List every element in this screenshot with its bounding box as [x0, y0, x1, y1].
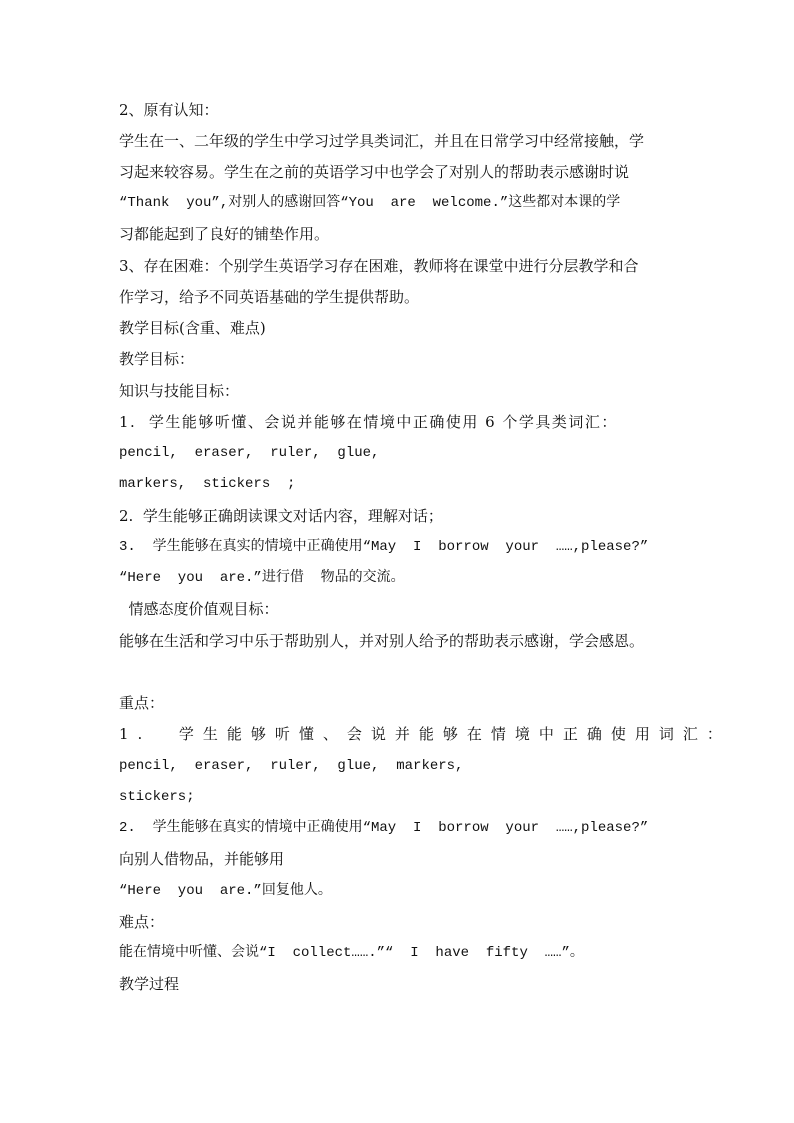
vocabulary-line: stickers; [119, 789, 195, 805]
list-item-3: 3. 学生能够在真实的情境中正确使用“May I borrow your ……,please?” [119, 539, 649, 555]
paragraph-line: 作学习，给予不同英语基础的学生提供帮助。 [119, 288, 420, 306]
paragraph-line: 学生在一、二年级的学生中学习过学具类词汇，并且在日常学习中经常接触，学 [119, 132, 645, 150]
vocabulary-line: pencil, eraser, ruler, glue, [119, 445, 380, 461]
list-item-1: 1. 学生能够听懂、会说并能够在情境中正确使用 6 个学具类词汇： [119, 413, 618, 431]
heading-objectives: 教学目标： [119, 350, 195, 368]
vocabulary-line: pencil, eraser, ruler, glue, markers, [119, 758, 464, 774]
heading-difficult-points: 难点： [119, 913, 165, 931]
heading-teaching-objectives: 教学目标(含重、难点) [119, 319, 266, 337]
list-item-2: 2. 学生能够在真实的情境中正确使用“May I borrow your ……,please?” [119, 820, 649, 836]
section-heading-prior-knowledge: 2、原有认知： [119, 101, 219, 119]
paragraph-line: 习起来较容易。学生在之前的英语学习中也学会了对别人的帮助表示感谢时说 [119, 163, 630, 181]
heading-teaching-process: 教学过程 [119, 975, 180, 993]
heading-key-points: 重点： [119, 694, 165, 712]
paragraph-line: 能够在生活和学习中乐于帮助别人，并对别人给予的帮助表示感谢，学会感恩。 [119, 632, 645, 650]
paragraph-line: 习都能起到了良好的铺垫作用。 [119, 225, 330, 243]
heading-emotional-objectives: 情感态度价值观目标： [119, 600, 279, 618]
paragraph-line: 向别人借物品，并能够用 [119, 850, 285, 868]
list-item-1: 1. 学生能够听懂、会说并能够在情境中正确使用词汇： [119, 725, 731, 743]
section-heading-difficulties: 3、存在困难：个别学生英语学习存在困难，教师将在课堂中进行分层教学和合 [119, 257, 639, 275]
paragraph-line: “Thank you”,对别人的感谢回答“You are welcome.”这些都对本课的学 [119, 195, 621, 211]
paragraph-line: 能在情境中听懂、会说“I collect…….”“ I have fifty ……”。 [119, 945, 584, 961]
paragraph-line: “Here you are.”回复他人。 [119, 883, 332, 899]
list-item-2: 2. 学生能够正确朗读课文对话内容，理解对话； [119, 507, 443, 525]
vocabulary-line: markers, stickers ; [119, 476, 296, 492]
heading-knowledge-skills: 知识与技能目标： [119, 382, 240, 400]
paragraph-line: “Here you are.”进行借 物品的交流。 [119, 570, 405, 586]
